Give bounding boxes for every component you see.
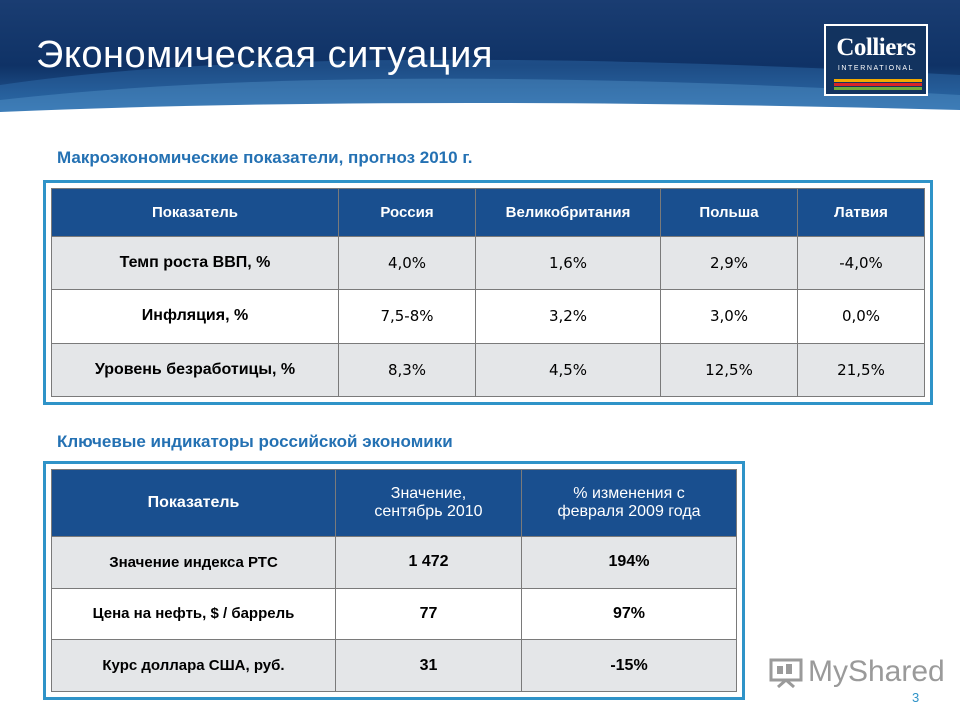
column-header: Великобритания [476, 189, 661, 237]
table-cell: -15% [522, 640, 737, 692]
column-header: Показатель [52, 189, 339, 237]
table-cell: 8,3% [339, 343, 476, 396]
key-indicators-table [51, 469, 737, 692]
header-banner [0, 0, 960, 120]
table-cell: 97% [522, 588, 737, 640]
table-cell: 4,5% [476, 343, 661, 396]
column-header: % изменения с февраля 2009 года [522, 470, 737, 537]
table-cell: 7,5-8% [339, 290, 476, 343]
table-cell: 0,0% [798, 290, 925, 343]
logo-sub-text: INTERNATIONAL [837, 65, 915, 72]
logo-main-text: Colliers [836, 34, 916, 61]
logo-stripe-yellow [834, 79, 922, 82]
logo-stripe-green [834, 87, 922, 90]
table-row [52, 640, 737, 692]
watermark-text: MyShared [808, 655, 945, 689]
table-row [52, 537, 737, 589]
table-header-row [52, 189, 925, 237]
macro-table-frame [43, 180, 933, 405]
table-cell: -4,0% [798, 237, 925, 290]
table-cell: 2,9% [661, 237, 798, 290]
table-cell: 31 [336, 640, 522, 692]
table-cell: 1,6% [476, 237, 661, 290]
table-row [52, 237, 925, 290]
row-label: Значение индекса РТС [52, 537, 336, 589]
section-title-macro: Макроэкономические показатели, прогноз 2010 г. [57, 148, 473, 167]
column-header: Польша [661, 189, 798, 237]
table-cell: 4,0% [339, 237, 476, 290]
row-label: Уровень безработицы, % [52, 343, 339, 396]
table-cell: 21,5% [798, 343, 925, 396]
table-cell: 3,2% [476, 290, 661, 343]
page-title: Экономическая ситуация [36, 34, 493, 76]
myshared-watermark [768, 654, 945, 690]
section-title-key-indicators: Ключевые индикаторы российской экономики [57, 432, 453, 451]
key-indicators-table-frame [43, 461, 745, 700]
logo-stripe-red [834, 83, 922, 86]
presentation-board-icon [768, 656, 804, 688]
macro-indicators-table [51, 188, 925, 397]
column-header: Значение, сентябрь 2010 [336, 470, 522, 537]
table-cell: 77 [336, 588, 522, 640]
row-label: Инфляция, % [52, 290, 339, 343]
column-header: Латвия [798, 189, 925, 237]
row-label: Курс доллара США, руб. [52, 640, 336, 692]
column-header: Россия [339, 189, 476, 237]
table-header-row [52, 470, 737, 537]
row-label: Темп роста ВВП, % [52, 237, 339, 290]
colliers-logo [824, 24, 928, 96]
table-cell: 3,0% [661, 290, 798, 343]
table-cell: 12,5% [661, 343, 798, 396]
page-number: 3 [912, 690, 920, 705]
table-cell: 1 472 [336, 537, 522, 589]
row-label: Цена на нефть, $ / баррель [52, 588, 336, 640]
column-header: Показатель [52, 470, 336, 537]
table-row [52, 290, 925, 343]
table-row [52, 588, 737, 640]
table-row [52, 343, 925, 396]
table-cell: 194% [522, 537, 737, 589]
